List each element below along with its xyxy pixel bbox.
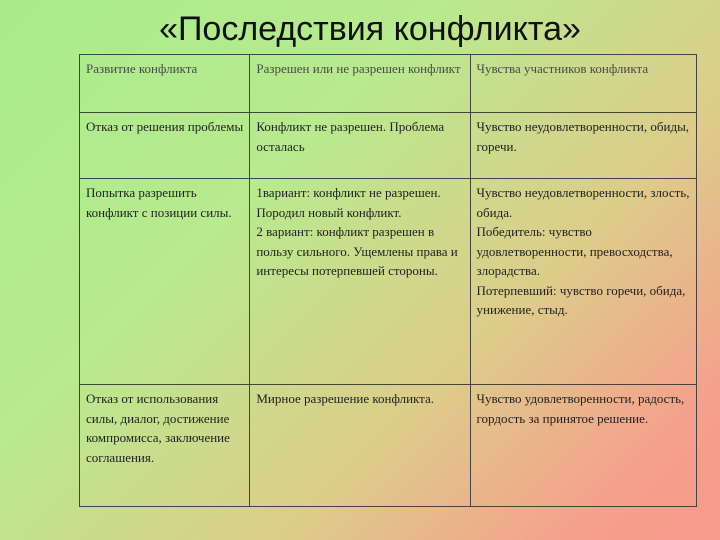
table-row <box>80 385 697 507</box>
header-cell-development: Развитие конфликта <box>80 55 250 113</box>
cell-development: Отказ от использования силы, диалог, достижение компромисса, заключение соглашения. <box>80 385 250 507</box>
feelings-winner: Победитель: чувство удовлетворенности, превосходства, злорадства. <box>476 224 673 278</box>
resolution-variant-1: 1вариант: конфликт не разрешен. Породил новый конфликт. <box>256 185 441 220</box>
table-row <box>80 113 697 179</box>
resolution-variant-2: 2 вариант: конфликт разрешен в пользу сильного. Ущемлены права и интересы потерпевшей стороны. <box>256 224 458 278</box>
header-cell-feelings: Чувства участников конфликта <box>470 55 696 113</box>
table-row <box>80 179 697 385</box>
table-header-row <box>80 55 697 113</box>
cell-development: Отказ от решения проблемы <box>80 113 250 179</box>
cell-resolution: Мирное разрешение конфликта. <box>250 385 470 507</box>
cell-feelings <box>470 179 696 385</box>
slide-title: «Последствия конфликта» <box>159 10 581 48</box>
feelings-text: Чувство удовлетворенности, радость, гордость за принятое решение. <box>476 391 685 426</box>
header-cell-resolution: Разрешен или не разрешен конфликт <box>250 55 470 113</box>
feelings-victim: Потерпевший: чувство горечи, обида, унижение, стыд. <box>476 282 686 317</box>
cell-feelings <box>470 113 696 179</box>
cell-development: Попытка разрешить конфликт с позиции силы. <box>80 179 250 385</box>
cell-resolution: Конфликт не разрешен. Проблема осталась <box>250 113 470 179</box>
feelings-text: Чувство неудовлетворенности, обиды, горечи. <box>476 119 690 154</box>
consequences-table <box>79 54 697 507</box>
cell-resolution <box>250 179 470 385</box>
feelings-text: Чувство неудовлетворенности, злость, обида. <box>476 185 690 220</box>
cell-feelings <box>470 385 696 507</box>
